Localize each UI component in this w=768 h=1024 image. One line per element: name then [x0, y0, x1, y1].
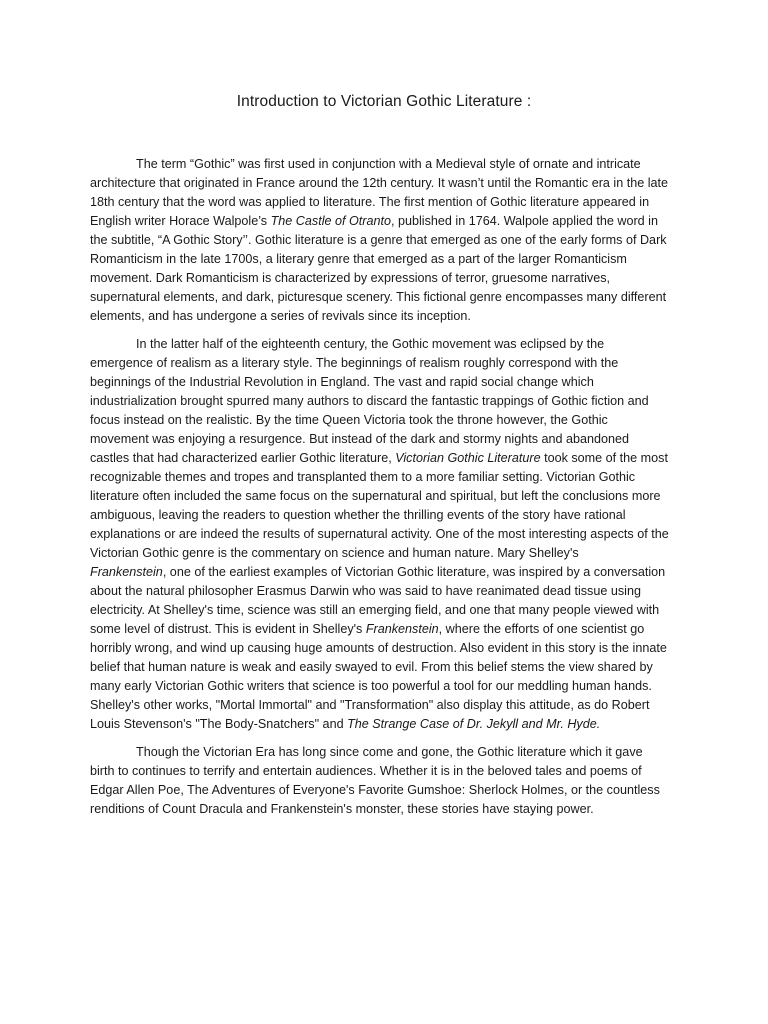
p2-text-1: In the latter half of the eighteenth century, the Gothic movement was eclipsed by the emergence of realism as a literary style. The beginnings of realism roughly correspond with the beginnings of the Industrial Revolution in England. The vast and rapid social change which industrialization brought spurred many authors to discard the fantastic trappings of Gothic fiction and focus instead on the realistic. By the time Queen Victoria took the throne however, the Gothic movement was enjoying a resurgence. But instead of the dark and stormy nights and abandoned castles that had characterized earlier Gothic literature,: [90, 337, 649, 465]
p2-italic-victorian-gothic: Victorian Gothic Literature: [395, 451, 541, 465]
p1-text-2: , published in 1764. Walpole applied the word in the subtitle, “A Gothic Story’’. Gothic literature is a genre that emerged as one of the early forms of Dark Romanticism in the late 1700s, a literary genre that emerged as a part of the larger Romanticism movement. Dark Romanticism is characterized by expressions of terror, gruesome narratives, supernatural elements, and dark, picturesque scenery. This fictional genre encompasses many different elements, and has undergone a series of revivals since its inception.: [90, 214, 667, 323]
document-title: Introduction to Victorian Gothic Literature :: [236, 93, 532, 110]
p2-italic-frankenstein-1: Frankenstein: [90, 565, 163, 579]
p2-text-2: took some of the most recognizable themes and tropes and transplanted them to a more familiar setting. Victorian Gothic literature often included the same focus on the supernatural and spiritual, but left the conclusions more ambiguous, leaving the readers to question whether the thrilling events of the story have rational explanations or are indeed the results of supernatural activity. One of the most interesting aspects of the Victorian Gothic genre is the commentary on science and human nature. Mary Shelley's: [90, 451, 669, 560]
paragraph-2: [90, 335, 670, 734]
p1-text-1: The term “Gothic” was first used in conjunction with a Medieval style of ornate and intricate architecture that originated in France around the 12th century. It wasn’t until the Romantic era in the late 18th century that the word was applied to literature. The first mention of Gothic literature appeared in English writer Horace Walpole’s: [90, 157, 669, 228]
p2-text-3: , one of the earliest examples of Victorian Gothic literature, was inspired by a conversation about the natural philosopher Erasmus Darwin who was said to have reanimated dead tissue using electricity. At Shelley's time, science was still an emerging field, and one that many people viewed with some level of distrust. This is evident in Shelley's: [90, 565, 666, 636]
p3-text-1: Though the Victorian Era has long since come and gone, the Gothic literature which it gave birth to continues to terrify and entertain audiences. Whether it is in the beloved tales and poems of Edgar Allen Poe, The Adventures of Everyone's Favorite Gumshoe: Sherlock Holmes, or the countless renditions of Count Dracula and Frankenstein's monster, these stories have staying power.: [90, 745, 660, 816]
p2-text-4: , where the efforts of one scientist go horribly wrong, and wind up causing huge amounts of destruction. Also evident in this story is the innate belief that human nature is weak and easily swayed to evil. From this belief stems the view shared by many early Victorian Gothic writers that science is too powerful a tool for our meddling human hands. Shelley's other works, "Mortal Immortal" and "Transformation" also display this attitude, as do Robert Louis Stevenson's "The Body-Snatchers" and: [90, 622, 667, 731]
p2-italic-frankenstein-2: Frankenstein: [365, 622, 439, 636]
p2-italic-jekyll-hyde: The Strange Case of Dr. Jekyll and Mr. Hyde.: [347, 717, 601, 731]
paragraph-3: [90, 743, 670, 819]
paragraph-1: [90, 155, 670, 326]
document-body: [90, 155, 670, 828]
p1-italic-castle-of-otranto: The Castle of Otranto: [270, 214, 391, 228]
